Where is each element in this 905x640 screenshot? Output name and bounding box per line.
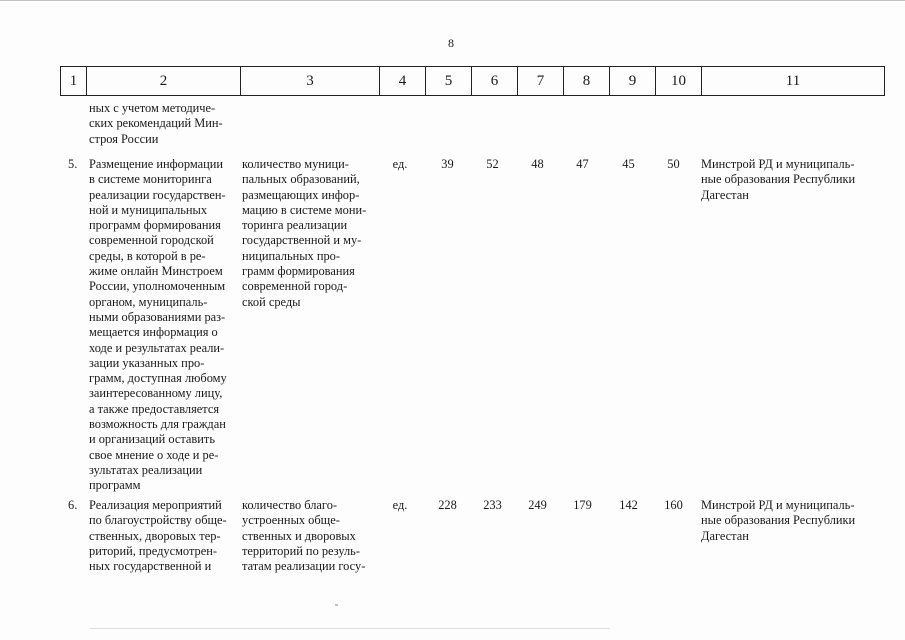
column-header-10: 10 xyxy=(656,67,702,96)
row-5-value-5: 45 xyxy=(622,157,635,171)
row-6-index: 6. xyxy=(68,498,78,512)
row-5-responsible: Минстрой РД и муниципаль- ные образования Республики Дагестан xyxy=(701,157,856,202)
row-5-value-6: 50 xyxy=(667,157,680,171)
row-5-indicator: количество муници- пальных образований, размещающих инфор- мацию в системе мони- торинга реализации государственной и му- ниципальных про- грамм формирования современной город- ской среды xyxy=(242,157,367,309)
row-6-value-6: 160 xyxy=(664,498,683,512)
continuation-description: ных с учетом методиче- ских рекомендаций Мин- строя России xyxy=(89,101,223,146)
column-header-9: 9 xyxy=(610,67,656,96)
column-header-1: 1 xyxy=(61,67,87,96)
row-5-value-3: 48 xyxy=(531,157,544,171)
row-6-responsible: Минстрой РД и муниципаль- ные образования Республики Дагестан xyxy=(701,498,856,543)
page-number: 8 xyxy=(448,36,454,50)
column-header-4: 4 xyxy=(380,67,426,96)
column-header-2: 2 xyxy=(87,67,241,96)
row-6-value-4: 179 xyxy=(573,498,592,512)
column-header-3: 3 xyxy=(241,67,380,96)
column-header-5: 5 xyxy=(426,67,472,96)
row-6-value-3: 249 xyxy=(528,498,547,512)
row-6-value-5: 142 xyxy=(619,498,638,512)
row-6-description: Реализация мероприятий по благоустройству обще- ственных, дворовых тер- риторий, предусмотрен- ных государственной и xyxy=(89,498,227,574)
row-6-indicator: количество благо- устроенных обще- ственных и дворовых территорий по резуль- татам реализации госу- xyxy=(242,498,366,574)
row-5-value-2: 52 xyxy=(486,157,499,171)
scan-speck xyxy=(335,604,338,606)
column-header-table xyxy=(60,66,885,96)
row-6-value-1: 228 xyxy=(438,498,457,512)
row-5-index: 5. xyxy=(68,157,78,171)
column-header-7: 7 xyxy=(518,67,564,96)
row-6-value-2: 233 xyxy=(483,498,502,512)
row-5-value-4: 47 xyxy=(576,157,589,171)
row-6-unit: ед. xyxy=(392,498,408,512)
column-header-row xyxy=(61,67,885,96)
column-header-8: 8 xyxy=(564,67,610,96)
row-5-description: Размещение информации в системе мониторинга реализации государствен- ной и муниципальных программ формирования современной городской среды, в которой в ре- жиме онлайн Минстроем России, уполномоченным органом, муниципаль- ными образованиями раз- мещается информация о ходе и результатах реали- зации указанных про- грамм, доступная любому заинтересованному лицу, а также предоставляется возможность для граждан и организаций оставить свое мнение о ходе и ре- зультатах реализации программ xyxy=(89,157,227,493)
column-header-11: 11 xyxy=(702,67,885,96)
scan-edge-bottom xyxy=(90,628,610,629)
column-header-6: 6 xyxy=(472,67,518,96)
row-5-unit: ед. xyxy=(392,157,408,171)
scan-edge-top xyxy=(0,0,905,1)
row-5-value-1: 39 xyxy=(441,157,454,171)
